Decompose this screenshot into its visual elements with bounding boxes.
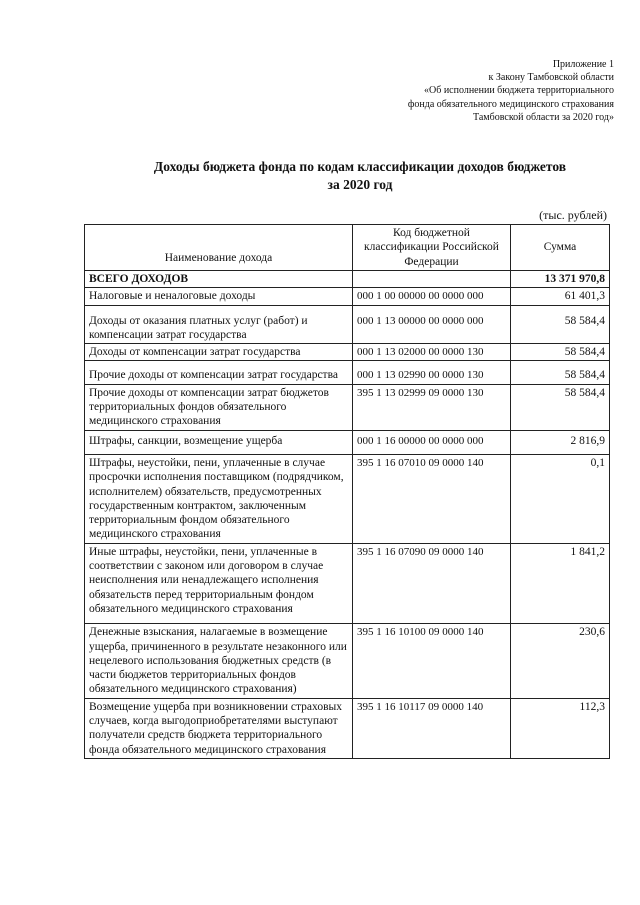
- appendix-line: Приложение 1: [552, 59, 614, 70]
- table-row: [85, 543, 610, 623]
- row-code: 000 1 13 00000 00 0000 000: [353, 305, 511, 344]
- title-line-1: Доходы бюджета фонда по кодам классификации доходов бюджетов: [153, 159, 567, 174]
- appendix-line: «Об исполнении бюджета территориального: [424, 85, 614, 97]
- table-row: [85, 305, 610, 344]
- row-sum: 13 371 970,8: [511, 271, 610, 288]
- appendix-line: к Закону Тамбовской области: [488, 72, 614, 84]
- row-code: 000 1 13 02000 00 0000 130: [353, 344, 511, 361]
- row-name: Доходы от компенсации затрат государства: [85, 344, 353, 361]
- row-sum: 0,1: [511, 454, 610, 543]
- table-row: [85, 454, 610, 543]
- appendix-header: [408, 58, 614, 124]
- row-sum: 58 584,4: [511, 361, 610, 384]
- row-sum: 58 584,4: [511, 384, 610, 430]
- table-row: [85, 430, 610, 454]
- row-name: Прочие доходы от компенсации затрат бюджетов территориальных фондов обязательного медицинского страхования: [85, 384, 353, 430]
- row-name: Прочие доходы от компенсации затрат государства: [85, 361, 353, 384]
- document-title: [60, 158, 640, 194]
- row-name: Доходы от оказания платных услуг (работ) и компенсации затрат государства: [85, 305, 353, 344]
- row-code: 395 1 16 07090 09 0000 140: [353, 543, 511, 623]
- row-code: 395 1 13 02999 09 0000 130: [353, 384, 511, 430]
- row-code: 395 1 16 10117 09 0000 140: [353, 698, 511, 758]
- table-row: [85, 624, 610, 698]
- row-code: 395 1 16 10100 09 0000 140: [353, 624, 511, 698]
- row-name: Возмещение ущерба при возникновении страховых случаев, когда выгодоприобретателями выступают получатели средств бюджета территориального фонда обязательного медицинского страхования: [85, 698, 353, 758]
- row-code: 395 1 16 07010 09 0000 140: [353, 454, 511, 543]
- row-code: 000 1 13 02990 00 0000 130: [353, 361, 511, 384]
- row-name: Иные штрафы, неустойки, пени, уплаченные в соответствии с законом или договором в случае неисполнения или ненадлежащего исполнения обязательств перед территориальным фондом обязательного медицинского страхования: [85, 543, 353, 623]
- table-row: [85, 344, 610, 361]
- row-name: Штрафы, санкции, возмещение ущерба: [85, 430, 353, 454]
- header-name: Наименование дохода: [85, 225, 353, 271]
- row-sum: 58 584,4: [511, 344, 610, 361]
- row-sum: 230,6: [511, 624, 610, 698]
- row-sum: 61 401,3: [511, 288, 610, 305]
- row-name: Налоговые и неналоговые доходы: [85, 288, 353, 305]
- appendix-line: фонда обязательного медицинского страхования: [407, 98, 614, 110]
- title-line-2: за 2020 год: [327, 177, 393, 192]
- row-sum: 2 816,9: [511, 430, 610, 454]
- row-code: 000 1 16 00000 00 0000 000: [353, 430, 511, 454]
- row-code: 000 1 00 00000 00 0000 000: [353, 288, 511, 305]
- row-code: [353, 271, 511, 288]
- header-sum: Сумма: [511, 225, 610, 271]
- appendix-line: Тамбовской области за 2020 год»: [473, 111, 614, 123]
- row-sum: 58 584,4: [511, 305, 610, 344]
- table-row: [85, 288, 610, 305]
- row-sum: 1 841,2: [511, 543, 610, 623]
- table-row: [85, 698, 610, 758]
- table-row: [85, 384, 610, 430]
- row-name: Денежные взыскания, налагаемые в возмещение ущерба, причиненного в результате незаконного или нецелевого использования бюджетных средств (в части бюджетов территориальных фондов обязательного медицинского страхования): [85, 624, 353, 698]
- header-code: Код бюджетной классификации Российской Федерации: [353, 225, 511, 271]
- row-name: ВСЕГО ДОХОДОВ: [85, 271, 353, 288]
- row-name: Штрафы, неустойки, пени, уплаченные в случае просрочки исполнения поставщиком (подрядчиком, исполнителем) обязательств, предусмотренных государственным контрактом, заключенным территориальным фондом обязательного медицинского страхования: [85, 454, 353, 543]
- income-table: [84, 224, 610, 759]
- row-sum: 112,3: [511, 698, 610, 758]
- table-row: [85, 361, 610, 384]
- units-label: (тыс. рублей): [539, 208, 607, 222]
- table-row-total: [85, 271, 610, 288]
- table-header-row: [85, 225, 610, 271]
